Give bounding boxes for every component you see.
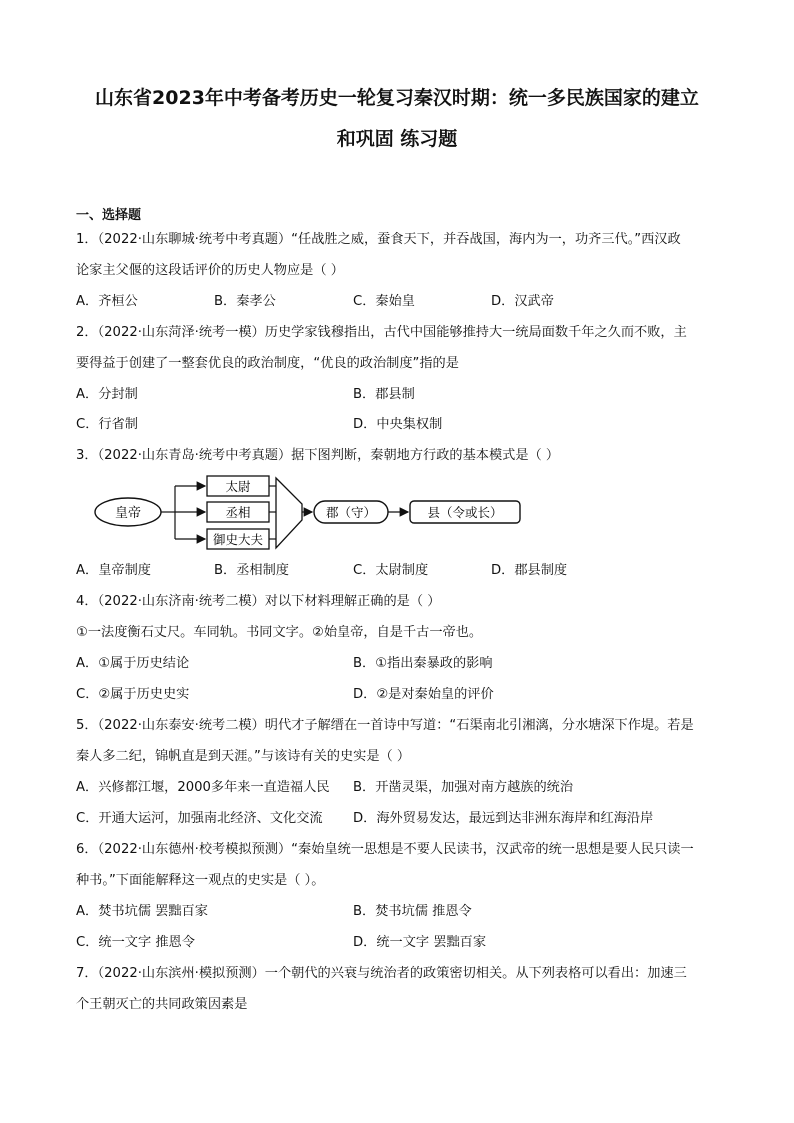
question-5-line-2: 秦人多二纪，锦帆直是到天涯。”与该诗有关的史实是（ ） (76, 749, 411, 764)
question-6-option-c[interactable]: C．统一文字 推恩令 (76, 935, 195, 950)
yushidafu-label: 御史大夫 (212, 532, 264, 547)
question-2-option-c[interactable]: C．行省制 (76, 417, 138, 432)
question-1-option-d[interactable]: D．汉武帝 (491, 294, 554, 309)
taiwei-label: 太尉 (225, 479, 251, 494)
question-6-option-b[interactable]: B．焚书坑儒 推恩令 (353, 904, 472, 919)
question-6-option-a[interactable]: A．焚书坑儒 罢黜百家 (76, 904, 208, 919)
question-6-option-d[interactable]: D．统一文字 罢黜百家 (353, 935, 487, 950)
question-5-option-d[interactable]: D．海外贸易发达，最远到达非洲东海岸和红海沿岸 (353, 811, 654, 826)
qin-administration-diagram (90, 470, 530, 554)
question-5-line-1: 5．（2022·山东泰安·统考二模）明代才子解缙在一首诗中写道：“石渠南北引湘漓，分水塘深下作堤。若是 (76, 718, 694, 733)
question-6-line-2: 种书。”下面能解释这一观点的史实是（ ）。 (76, 873, 325, 888)
question-4-option-a[interactable]: A．①属于历史结论 (76, 656, 190, 671)
commandery-label: 郡（守） (325, 505, 377, 520)
question-3-option-d[interactable]: D．郡县制度 (491, 563, 568, 578)
section-heading: 一、选择题 (76, 208, 142, 223)
question-6-line-1: 6．（2022·山东德州·校考模拟预测）“秦始皇统一思想是不要人民读书，汉武帝的统一思想是要人民只读一 (76, 842, 694, 857)
question-1-option-c[interactable]: C．秦始皇 (353, 294, 415, 309)
question-1-line-2: 论家主父偃的这段话评价的历史人物应是（ ） (76, 263, 344, 278)
question-5-option-b[interactable]: B．开凿灵渠，加强对南方越族的统治 (353, 780, 574, 795)
question-4-option-c[interactable]: C．②属于历史史实 (76, 687, 190, 702)
question-2-line-1: 2．（2022·山东菏泽·统考一模）历史学家钱穆指出，古代中国能够推持大一统局面数千年之久而不败，主 (76, 325, 687, 340)
question-4-option-d[interactable]: D．②是对秦始皇的评价 (353, 687, 494, 702)
emperor-label: 皇帝 (114, 506, 142, 521)
question-5-option-c[interactable]: C．开通大运河，加强南北经济、文化交流 (76, 811, 323, 826)
question-2-line-2: 要得益于创建了一整套优良的政治制度，“优良的政治制度”指的是 (76, 356, 459, 371)
question-2-option-a[interactable]: A．分封制 (76, 387, 138, 402)
county-label: 县（令或长） (427, 505, 503, 520)
question-3-line-1: 3．（2022·山东青岛·统考中考真题）据下图判断，秦朝地方行政的基本模式是（ ） (76, 448, 560, 463)
chengxiang-label: 丞相 (225, 505, 251, 520)
document-title-line-2: 和巩固 练习题 (336, 128, 458, 150)
question-1-line-1: 1．（2022·山东聊城·统考中考真题）“任战胜之威，蚕食天下，并吞战国，海内为一，功齐三代。”西汉政 (76, 232, 681, 247)
question-1-option-a[interactable]: A．齐桓公 (76, 294, 138, 309)
question-2-option-d[interactable]: D．中央集权制 (353, 417, 443, 432)
question-7-line-2: 个王朝灭亡的共同政策因素是 (76, 997, 248, 1012)
question-4-option-b[interactable]: B．①指出秦暴政的影响 (353, 656, 493, 671)
question-3-option-a[interactable]: A．皇帝制度 (76, 563, 151, 578)
document-title-line-1: 山东省2023年中考备考历史一轮复习秦汉时期：统一多民族国家的建立 (95, 87, 699, 109)
question-7-line-1: 7．（2022·山东滨州·模拟预测）一个朝代的兴衰与统治者的政策密切相关。从下列表格可以看出：加速三 (76, 966, 687, 981)
funnel-shape (276, 478, 302, 548)
question-4-line-2: ①一法度衡石丈尺。车同轨。书同文字。②始皇帝，自是千古一帝也。 (76, 625, 483, 640)
question-1-option-b[interactable]: B．秦孝公 (214, 294, 276, 309)
question-2-option-b[interactable]: B．郡县制 (353, 387, 415, 402)
question-4-line-1: 4．（2022·山东济南·统考二模）对以下材料理解正确的是（ ） (76, 594, 441, 609)
question-3-option-b[interactable]: B．丞相制度 (214, 563, 289, 578)
question-3-option-c[interactable]: C．太尉制度 (353, 563, 429, 578)
question-5-option-a[interactable]: A．兴修都江堰，2000多年来一直造福人民 (76, 780, 330, 795)
